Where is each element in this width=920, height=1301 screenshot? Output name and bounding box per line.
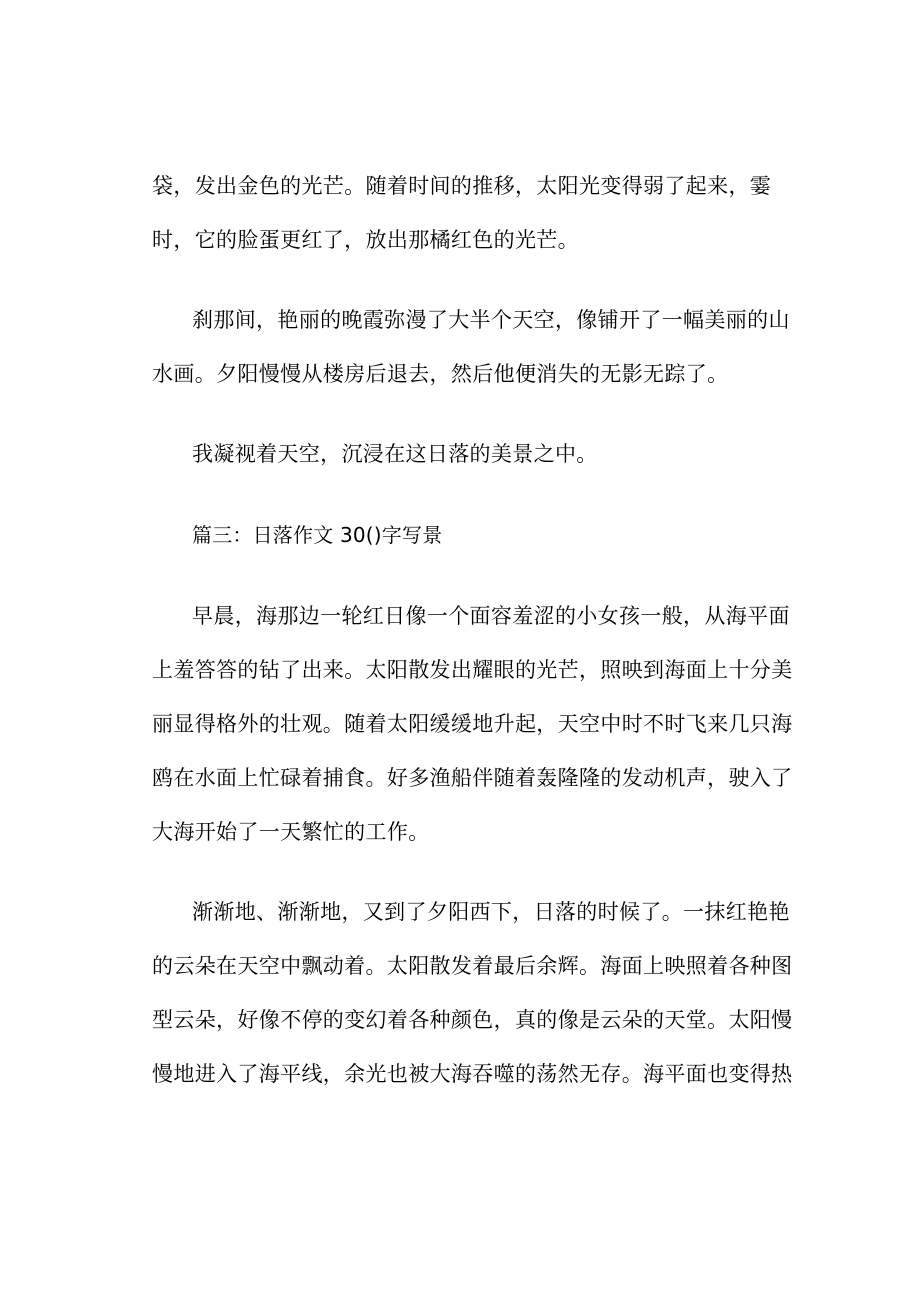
- paragraph-4-line-2: 上羞答答的钻了出来。太阳散发出耀眼的光芒，照映到海面上十分美: [152, 658, 793, 682]
- section-heading: 篇三：日落作文 30()字写景: [192, 523, 443, 547]
- paragraph-2-line-2: 水画。夕阳慢慢从楼房后退去，然后他便消失的无影无踪了。: [152, 362, 729, 386]
- paragraph-4-line-3: 丽显得格外的壮观。随着太阳缓缓地升起，天空中时不时飞来几只海: [152, 712, 793, 736]
- paragraph-1-line-1: 袋，发出金色的光芒。随着时间的推移，太阳光变得弱了起来，霎: [152, 174, 772, 198]
- paragraph-5-line-2: 的云朵在天空中飘动着。太阳散发着最后余辉。海面上映照着各种图: [152, 954, 793, 978]
- paragraph-2-line-1: 刹那间，艳丽的晚霞弥漫了大半个天空，像铺开了一幅美丽的山: [192, 308, 790, 332]
- paragraph-5-line-1: 渐渐地、渐渐地，又到了夕阳西下，日落的时候了。一抹红艳艳: [192, 900, 790, 924]
- paragraph-5-line-4: 慢地进入了海平线，余光也被大海吞噬的荡然无存。海平面也变得热: [152, 1062, 793, 1086]
- paragraph-4-line-4: 鸥在水面上忙碌着捕食。好多渔船伴随着轰隆隆的发动机声，驶入了: [152, 766, 793, 790]
- paragraph-3-line-1: 我凝视着天空，沉浸在这日落的美景之中。: [192, 442, 598, 466]
- paragraph-1-line-2: 时，它的脸蛋更红了，放出那橘红色的光芒。: [152, 228, 579, 252]
- paragraph-5-line-3: 型云朵，好像不停的变幻着各种颜色，真的像是云朵的天堂。太阳慢: [152, 1008, 793, 1032]
- paragraph-4-line-1: 早晨，海那边一轮红日像一个面容羞涩的小女孩一般，从海平面: [192, 604, 790, 628]
- paragraph-4-line-5: 大海开始了一天繁忙的工作。: [152, 820, 430, 844]
